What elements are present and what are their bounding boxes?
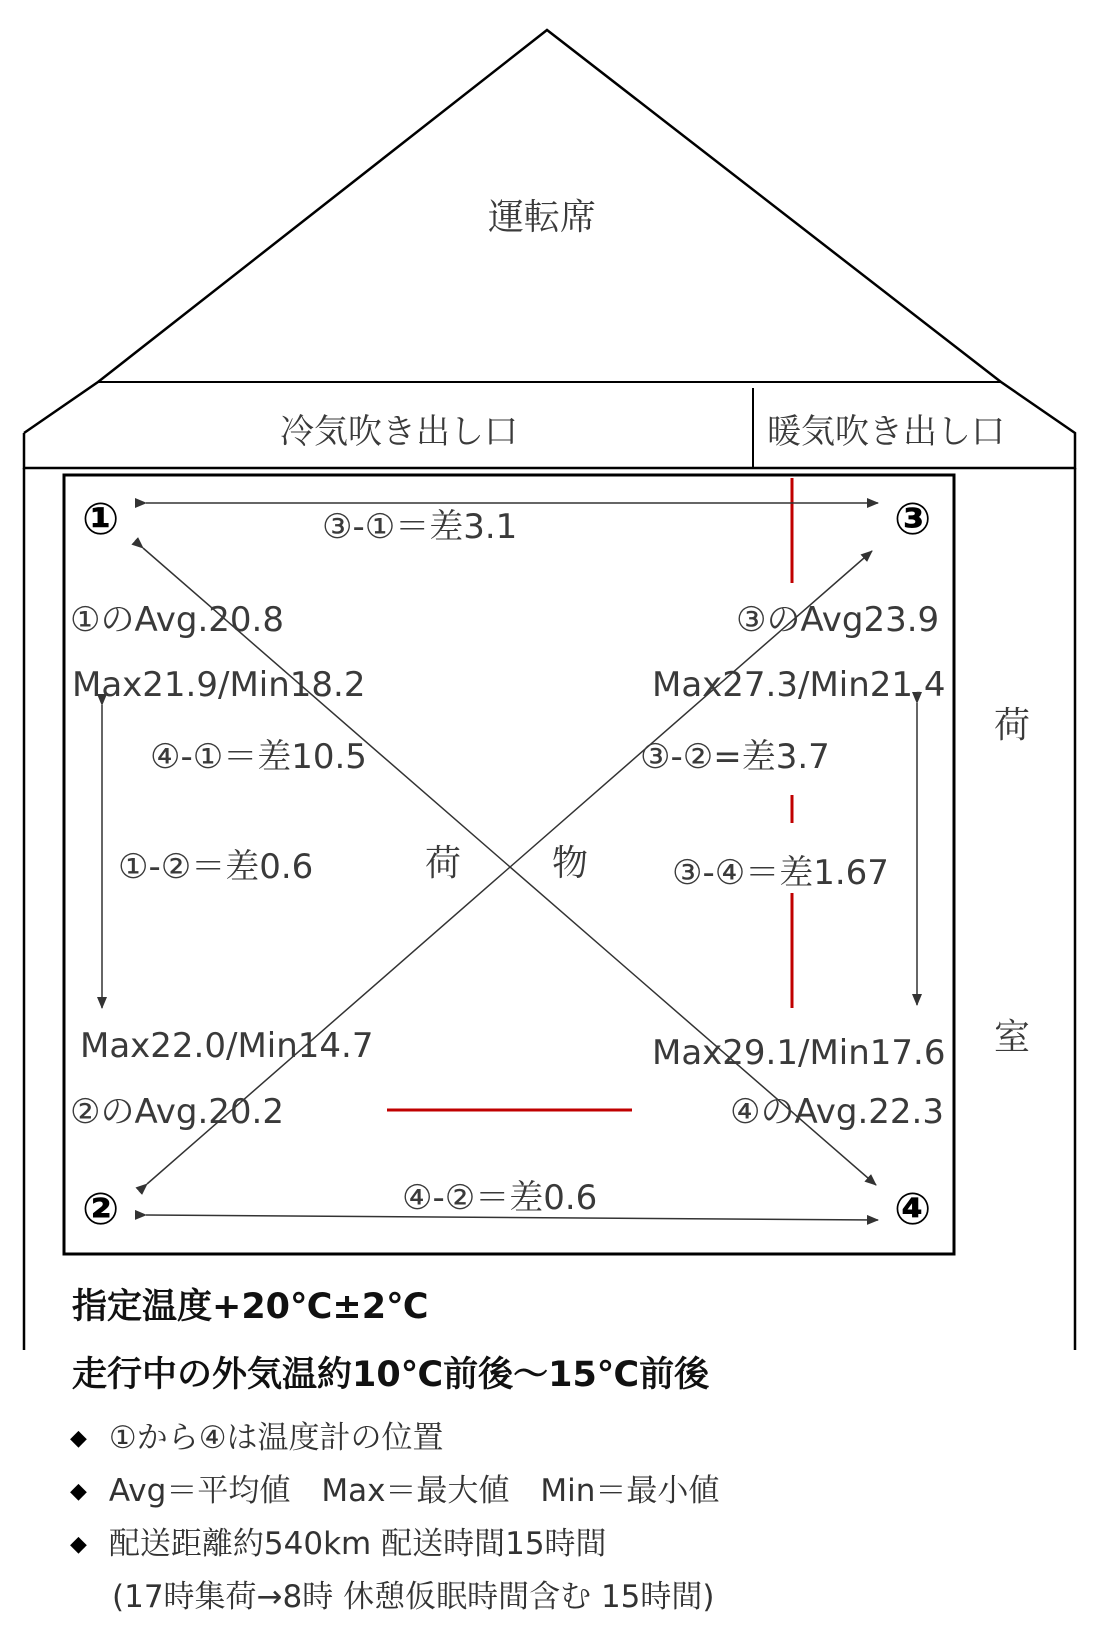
sensor-4-avg: ④のAvg.22.3 [730,1092,944,1132]
sensor-3-maxmin: Max27.3/Min21.4 [652,665,946,705]
cargo-label-char2: 物 [552,843,589,884]
cab-roof-outline [24,30,1075,468]
sensor-1-maxmin: Max21.9/Min18.2 [72,665,366,705]
bullet-text: 配送距離約540km 配送時間15時間 [108,1526,607,1562]
cargo-room-label-char2: 室 [994,1017,1031,1058]
outside-temperature-note: 走行中の外気温約10℃前後～15℃前後 [72,1355,710,1395]
sensor-3-avg: ③のAvg23.9 [736,600,940,640]
spec-temperature-note: 指定温度+20℃±2℃ [72,1287,429,1327]
sensor-4-marker: ④ [894,1184,932,1235]
diff-4-2-label: ④-②＝差0.6 [402,1178,598,1218]
bullet-text: Avg＝平均値 Max＝最大値 Min＝最小値 [108,1473,720,1509]
sensor-2-avg: ②のAvg.20.2 [70,1092,284,1132]
sensor-1-marker: ① [82,494,120,545]
bullet-item-1 [70,1420,444,1456]
cold-vent-label: 冷気吹き出し口 [280,412,518,452]
diff-4-1-label: ④-①＝差10.5 [150,737,367,777]
bullet-item-3-continuation: (17時集荷→8時 休憩仮眠時間含む 15時間) [112,1579,715,1615]
sensor-3-marker: ③ [894,494,932,545]
cargo-label-char1: 荷 [425,843,462,884]
sensor-2-marker: ② [82,1184,120,1235]
diff-3-4-label: ③-④＝差1.67 [672,853,889,893]
cargo-room-label-char1: 荷 [994,705,1031,746]
sensor-4-maxmin: Max29.1/Min17.6 [652,1033,946,1073]
bullet-diamond-icon: ◆ [70,1532,87,1557]
bullet-text: ①から④は温度計の位置 [108,1420,444,1456]
sensor-2-maxmin: Max22.0/Min14.7 [80,1026,374,1066]
diff-3-1-label: ③-①＝差3.1 [322,507,518,547]
cab-label: 運転席 [488,197,597,238]
warm-vent-label: 暖気吹き出し口 [767,412,1005,452]
diff-1-2-label: ①-②＝差0.6 [118,847,314,887]
bullet-diamond-icon: ◆ [70,1479,87,1504]
diff-3-2-label: ③-②=差3.7 [640,737,830,777]
sensor-1-avg: ①のAvg.20.8 [70,600,284,640]
bullet-diamond-icon: ◆ [70,1426,87,1451]
bullet-item-3 [70,1526,607,1562]
bullet-item-2 [70,1473,720,1509]
